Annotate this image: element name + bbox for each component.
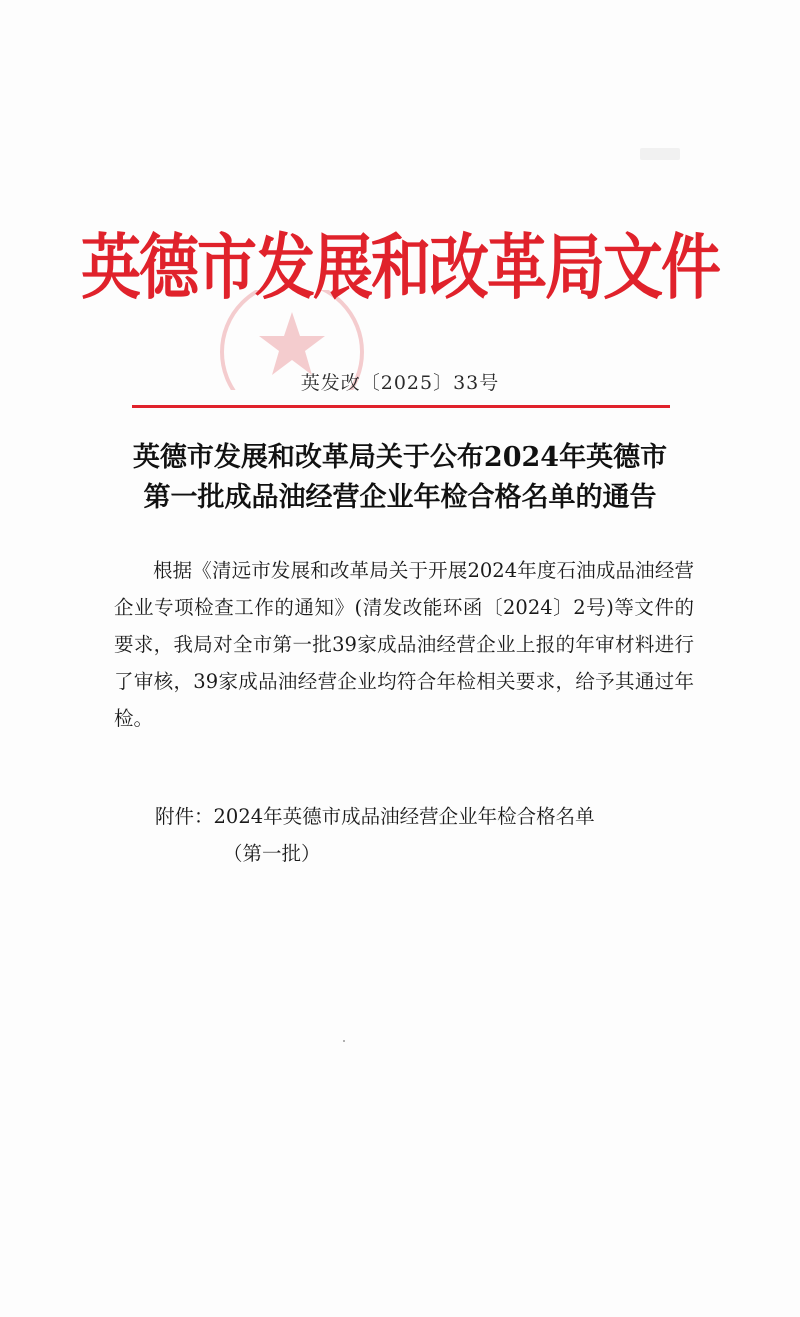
org-header-title: 英德市发展和改革局文件	[81, 227, 719, 310]
document-number: 英发改〔2025〕33号	[300, 372, 500, 394]
attachment-line-2: （第一批）	[223, 842, 321, 865]
scan-artifact	[640, 148, 680, 160]
notice-body	[114, 552, 694, 737]
red-divider	[132, 405, 670, 408]
notice-title-line-2: 第一批成品油经营企业年检合格名单的通告	[143, 482, 657, 513]
attachment-block	[155, 798, 695, 872]
body-paragraph: 根据《清远市发展和改革局关于开展2024年度石油成品油经营企业专项检查工作的通知》(清发改能环函〔2024〕2号)等文件的要求，我局对全市第一批39家成品油经营企业上报的年审材料进行了审核，39家成品油经营企业均符合年检相关要求，给予其通过年检。	[114, 559, 694, 730]
notice-title-line-1: 英德市发展和改革局关于公布2024年英德市	[132, 442, 668, 473]
notice-title	[100, 438, 700, 518]
scan-speck	[343, 1040, 345, 1042]
attachment-line-1: 附件：2024年英德市成品油经营企业年检合格名单	[155, 805, 595, 828]
